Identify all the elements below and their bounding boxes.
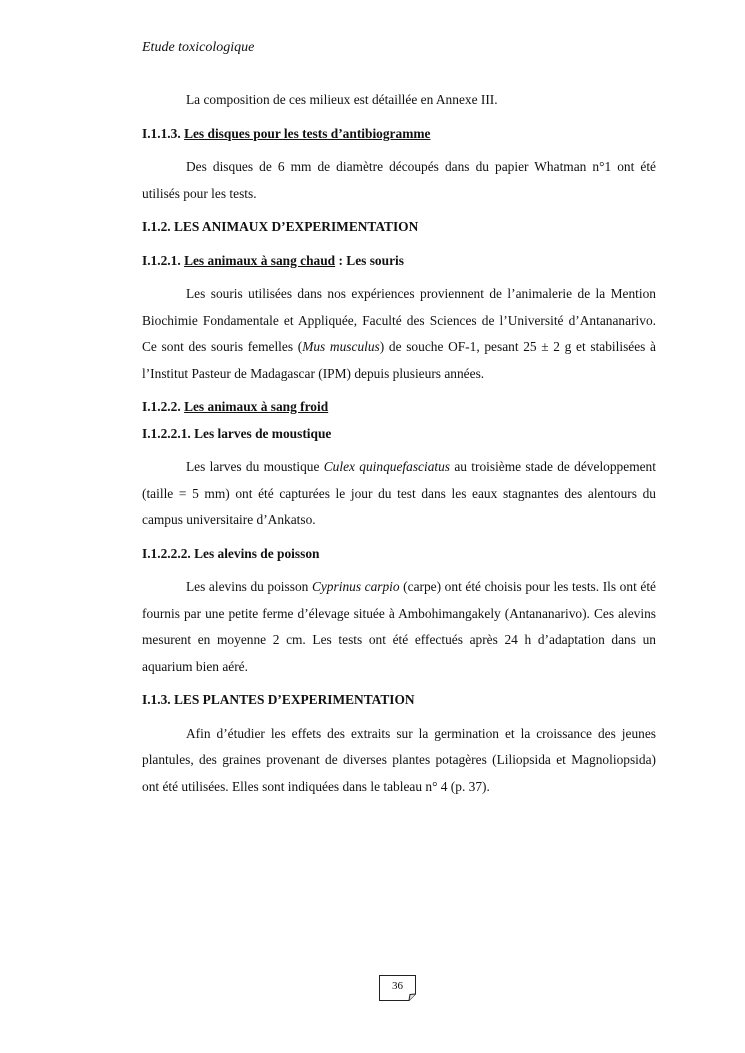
paragraph-alevins-part2: (carpe) ont été choisis pour les tests. Ils ont été fournis par une petite ferme d’élevage située à Ambohimangakely (Antananarivo). Ces alevins mesurent en moyenne 2 cm. Les tests ont été effectués après 24 h d’adaptation dans un aquarium bien aéré. [142, 579, 656, 674]
heading-11222: I.1.2.2.2. Les alevins de poisson [142, 545, 320, 561]
heading-1122-title: Les animaux à sang froid [184, 399, 329, 414]
paragraph-larves [142, 454, 656, 534]
heading-1113-title: Les disques pour les tests d’antibiogramme [184, 125, 431, 141]
heading-1121-rest: : Les souris [338, 252, 404, 268]
species-cyprinus: Cyprinus carpio [311, 579, 400, 594]
heading-1121-title: Les animaux à sang chaud [184, 252, 336, 268]
heading-113: I.1.3. LES PLANTES D’EXPERIMENTATION [142, 692, 415, 707]
running-header: Etude toxicologique [142, 40, 255, 55]
paragraph-annex-reference: La composition de ces milieux est détaillée en Annexe III. [186, 92, 498, 107]
heading-112: I.1.2. LES ANIMAUX D’EXPERIMENTATION [142, 219, 419, 234]
heading-1122-number: I.1.2.2. [142, 399, 181, 414]
paragraph-larves-part1: Les larves du moustique [186, 459, 324, 474]
paragraph-souris-part2: ) de souche OF-1, pesant 25 ± 2 g et stabilisées à l’Institut Pasteur de Madagascar (IPM) depuis plusieurs années. [142, 339, 657, 381]
paragraph-disques: Des disques de 6 mm de diamètre découpés dans du papier Whatman n°1 ont été utilisés pour les tests. [142, 159, 656, 201]
species-culex: Culex quinquefasciatus [323, 459, 451, 474]
paragraph-larves-part2: au troisième stade de développement (taille = 5 mm) ont été capturées le jour du test dans les eaux stagnantes des alentours du campus universitaire d’Ankatso. [142, 459, 656, 527]
paragraph-alevins [142, 574, 656, 680]
page-number-box [379, 975, 416, 1001]
heading-1121 [142, 248, 656, 275]
heading-1113 [142, 121, 656, 148]
page-number: 36 [392, 980, 403, 992]
page-body [142, 87, 656, 800]
heading-1113-number: I.1.1.3. [142, 125, 181, 141]
paragraph-souris [142, 281, 656, 387]
heading-11221: I.1.2.2.1. Les larves de moustique [142, 425, 332, 441]
heading-1121-number: I.1.2.1. [142, 252, 181, 268]
paragraph-plantes: Afin d’étudier les effets des extraits sur la germination et la croissance des jeunes plantules, des graines provenant de diverses plantes potagères (Liliopsida et Magnoliopsida) ont été utilisées. Elles sont indiquées dans le tableau n° 4 (p. 37). [142, 725, 656, 794]
species-mus-musculus: Mus musculus [302, 339, 380, 354]
heading-1122 [142, 394, 656, 421]
paragraph-alevins-part1: Les alevins du poisson [186, 579, 312, 594]
paragraph-souris-part1: Les souris utilisées dans nos expériences proviennent de l’animalerie de la Mention Biochimie Fondamentale et Appliquée, Faculté des Sciences de l’Université d’Antananarivo. Ce sont des souris femelles ( [142, 286, 656, 354]
